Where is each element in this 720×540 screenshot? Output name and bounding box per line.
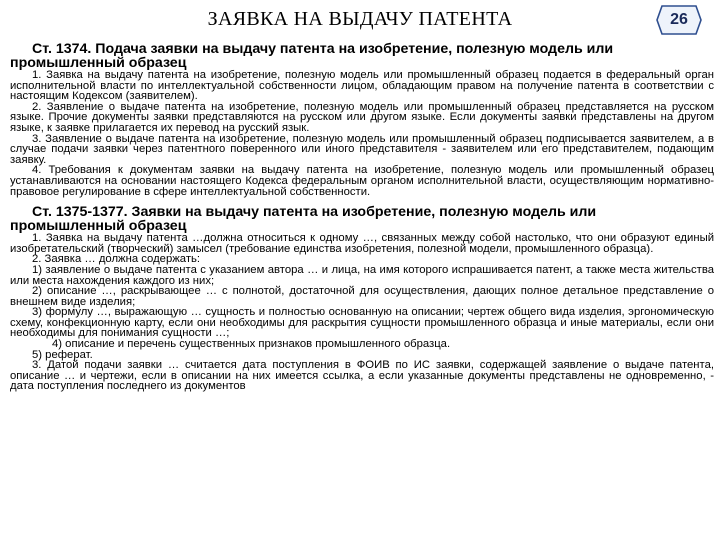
section-art-1374 [10,42,714,197]
paragraph: 3. Датой подачи заявки … считается дата поступления в ФОИВ по ИС заявки, содержащей заявление о выдаче патента, описание … и чертежи, если в описании на них имеется ссылка, а если указанные документы представлены не одновременно, - дата поступления последнего из документов [10,359,714,393]
list-item: 5) реферат. [32,348,93,361]
slide-number: 26 [670,11,688,28]
list-item: 1) заявление о выдаче патента с указанием автора … и лица, на имя которого испрашивается патент, а также места жительства или места нахождения каждого из них; [10,263,714,287]
paragraph: 1. Заявка на выдачу патента на изобретение, полезную модель или промышленный образец подается в федеральный орган исполнительной власти по интеллектуальной собственности лицом, обладающим правом на получение патента в соответствии с настоящим Кодексом (заявителем). [10,69,714,103]
paragraph: 2. Заявление о выдаче патента на изобретение, полезную модель или промышленный образец представляется на русском языке. Прочие документы заявки представляются на русском или другом языке. Если документы заявки представлены на другом языке, к заявке прилагается их перевод на русский язык. [10,100,714,134]
list-item: 4) описание и перечень существенных признаков промышленного образца. [52,338,451,351]
paragraph: 4. Требования к документам заявки на выдачу патента на изобретение, полезную модель или промышленный образец устанавливаются на основании настоящего Кодекса федеральным органом исполнительной власти, осуществляющим нормативно-правовое регулирование в сфере интеллектуальной собственности. [10,164,714,198]
slide-number-badge [656,5,702,35]
paragraph: 3. Заявление о выдаче патента на изобретение, полезную модель или промышленный образец подписывается заявителем, а в случае подачи заявки через патентного поверенного или иного представителя - заявителем или его представителем, подающим заявку. [10,132,714,166]
section-art-1375-1377 [10,205,714,392]
document-body [10,42,714,392]
paragraph: 1. Заявка на выдачу патента …должна относиться к одному …, связанных между собой настолько, что они образуют единый изобретательский (творческий) замысел (требование единства изобретения, полезной модели, промышленного образца). [10,232,714,255]
section-heading: Ст. 1374. Подача заявки на выдачу патента на изобретение, полезную модель или промышленный образец [10,41,614,71]
paragraph: 2. Заявка … должна содержать: [32,253,201,266]
list-item: 2) описание …, раскрывающее … с полнотой, достаточной для осуществления, дающих полное детальное представление о внешнем виде изделия; [10,285,714,308]
page-title: ЗАЯВКА НА ВЫДАЧУ ПАТЕНТА [207,8,513,30]
section-heading: Ст. 1375-1377. Заявки на выдачу патента на изобретение, полезную модель или промышленный образец [10,204,597,235]
list-item: 3) формулу …, выражающую … сущность и полностью основанную на описании; чертеж общего вида изделия, эргономическую схему, конфекционную карту, если они необходимы для раскрытия сущности промышленного образца и иные материалы, если они необходимы для понимания сущности …; [10,306,714,340]
